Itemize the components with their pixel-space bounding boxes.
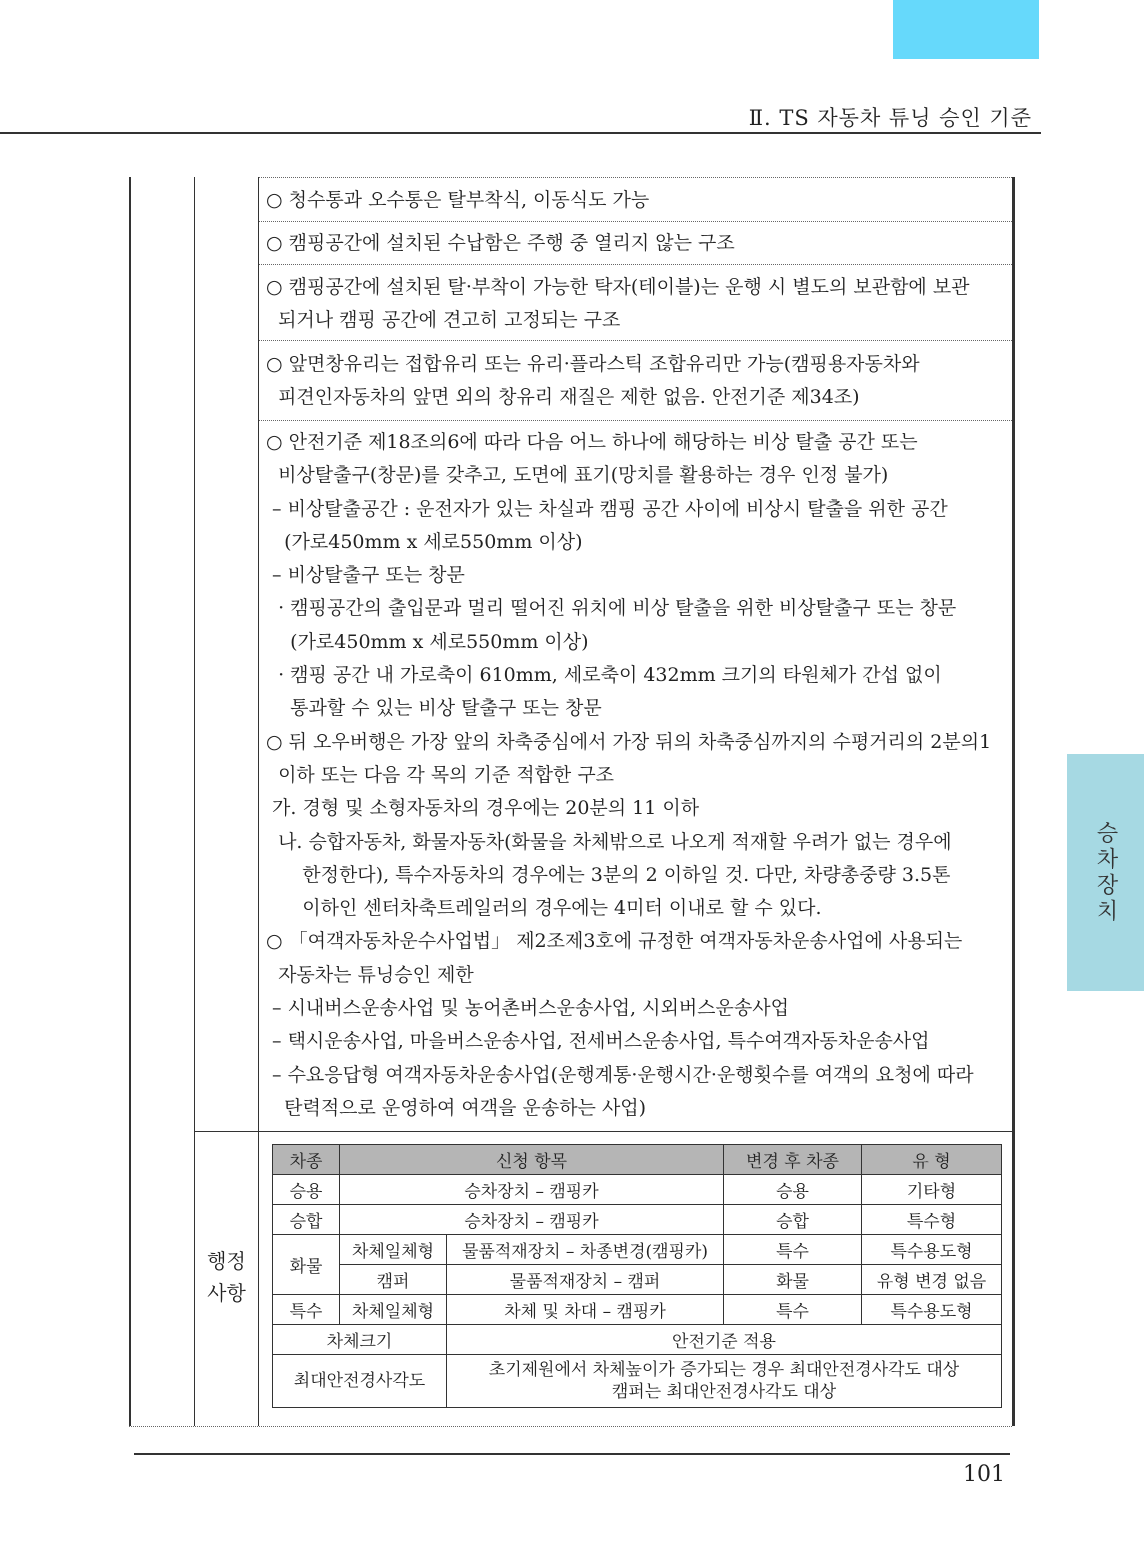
cell-vehicle-type: 승합 <box>273 1205 340 1235</box>
cell-request-item: 차체 및 차대 – 캠핑카 <box>447 1295 724 1325</box>
table-border-col3 <box>258 177 259 1426</box>
side-section-tab <box>1067 754 1144 991</box>
cell-vehicle-type: 특수 <box>273 1295 340 1325</box>
text-line: ○ 청수통과 오수통은 탈부착식, 이동식도 가능 <box>266 189 650 211</box>
header-vehicle-type: 차종 <box>273 1145 340 1175</box>
cell-kind: 유형 변경 없음 <box>862 1265 1002 1295</box>
table-bottom-border <box>129 1426 1012 1427</box>
table-border-left <box>129 177 131 1426</box>
text-line: 비상탈출구(창문)를 갖추고, 도면에 표기(망치를 활용하는 경우 인정 불가) <box>266 464 889 487</box>
text-line: · 캠핑공간의 출입문과 멀리 떨어진 위치에 비상 탈출을 위한 비상탈출구 또는 창문 <box>266 597 957 620</box>
text-line: – 시내버스운송사업 및 농어촌버스운송사업, 시외버스운송사업 <box>266 997 789 1020</box>
cell-tilt-value <box>447 1355 1002 1408</box>
text-line: 한정한다), 특수자동차의 경우에는 3분의 2 이하일 것. 다만, 차량총중량 3.5톤 <box>266 863 951 886</box>
text-line: (가로450mm x 세로550mm 이상) <box>266 630 589 653</box>
cell-after-type: 승합 <box>724 1205 862 1235</box>
cell-size-label: 차체크기 <box>273 1325 447 1355</box>
footer-rule <box>134 1453 1010 1455</box>
text-line: 이하 또는 다음 각 목의 기준 적합한 구조 <box>266 763 615 786</box>
table-row <box>273 1265 1002 1295</box>
cell-after-type: 특수 <box>724 1295 862 1325</box>
cell-tilt-label: 최대안전경사각도 <box>273 1355 447 1408</box>
text-line: ○ 「여객자동차운수사업법」 제2조제3호에 규정한 여객자동차운송사업에 사용되는 <box>266 930 963 953</box>
cell-after-type: 화물 <box>724 1265 862 1295</box>
text-line: (가로450mm x 세로550mm 이상) <box>266 530 583 553</box>
text-line: · 캠핑 공간 내 가로축이 610mm, 세로축이 432mm 크기의 타원체가 간섭 없이 <box>266 664 942 687</box>
admin-label-line: 행정 <box>207 1249 246 1273</box>
page-number: 101 <box>963 1462 1005 1487</box>
text-line: 탄력적으로 운영하여 여객을 운송하는 사업) <box>266 1096 647 1119</box>
table-header-row <box>273 1145 1002 1175</box>
text-line: ○ 안전기준 제18조의6에 따라 다음 어느 하나에 해당하는 비상 탈출 공간 또는 <box>266 431 918 453</box>
row-divider <box>259 264 1012 265</box>
admin-section-label <box>195 1245 258 1309</box>
cell-sub-type: 캠퍼 <box>340 1265 447 1295</box>
text-line: 되거나 캠핑 공간에 견고히 고정되는 구조 <box>266 309 621 332</box>
cell-kind: 특수용도형 <box>862 1235 1002 1265</box>
cell-request-item: 승차장치 – 캠핑카 <box>340 1205 724 1235</box>
text-line: ○ 앞면창유리는 접합유리 또는 유리·플라스틱 조합유리만 가능(캠핑용자동차와 <box>266 353 920 375</box>
text-line: 이하인 센터차축트레일러의 경우에는 4미터 이내로 할 수 있다. <box>266 897 822 920</box>
text-line: ○ 캠핑공간에 설치된 탈·부착이 가능한 탁자(테이블)는 운행 시 별도의 보관함에 보관 <box>266 276 970 298</box>
criteria-item-2 <box>266 222 1010 264</box>
admin-label-line: 사항 <box>207 1281 246 1305</box>
table-border-col2 <box>194 177 195 1426</box>
criteria-item-4 <box>266 348 1010 415</box>
row-divider <box>259 177 1012 178</box>
text-line: – 비상탈출구 또는 창문 <box>266 564 465 587</box>
text-line: ○ 캠핑공간에 설치된 수납함은 주행 중 열리지 않는 구조 <box>266 232 735 254</box>
header-rule <box>0 132 1041 134</box>
text-line: 통과할 수 있는 비상 탈출구 또는 창문 <box>266 697 602 720</box>
cell-kind: 특수형 <box>862 1205 1002 1235</box>
table-row <box>273 1325 1002 1355</box>
table-row <box>273 1205 1002 1235</box>
cell-vehicle-type: 승용 <box>273 1175 340 1205</box>
header-kind: 유 형 <box>862 1145 1002 1175</box>
row-divider <box>259 420 1012 421</box>
text-line: – 비상탈출공간 : 운전자가 있는 차실과 캠핑 공간 사이에 비상시 탈출을 위한 공간 <box>266 497 948 520</box>
table-row <box>273 1235 1002 1265</box>
criteria-item-3 <box>266 271 1010 338</box>
row-divider-solid <box>195 1131 1012 1132</box>
table-row <box>273 1175 1002 1205</box>
chapter-title: Ⅱ. TS 자동차 튜닝 승인 기준 <box>748 106 1032 130</box>
cell-after-type: 특수 <box>724 1235 862 1265</box>
table-border-right <box>1012 177 1015 1426</box>
row-divider <box>259 340 1012 341</box>
side-section-label: 승차장치 <box>1093 820 1118 925</box>
criteria-item-5 <box>266 426 1010 1125</box>
header-after-type: 변경 후 차종 <box>724 1145 862 1175</box>
text-line: 자동차는 튜닝승인 제한 <box>266 963 474 986</box>
header-color-tab <box>893 0 1039 59</box>
cell-request-item: 물품적재장치 – 차종변경(캠핑카) <box>447 1235 724 1265</box>
table-row <box>273 1295 1002 1325</box>
text-line: 가. 경형 및 소형자동차의 경우에는 20분의 11 이하 <box>266 797 700 820</box>
cell-kind: 기타형 <box>862 1175 1002 1205</box>
cell-kind: 특수용도형 <box>862 1295 1002 1325</box>
cell-size-value: 안전기준 적용 <box>447 1325 1002 1355</box>
header-request-item: 신청 항목 <box>340 1145 724 1175</box>
criteria-item-1 <box>266 179 1010 221</box>
cell-request-item: 승차장치 – 캠핑카 <box>340 1175 724 1205</box>
text-line: 나. 승합자동차, 화물자동차(화물을 차체밖으로 나오게 적재할 우려가 없는 경우에 <box>266 830 952 853</box>
tilt-line: 초기제원에서 차체높이가 증가되는 경우 최대안전경사각도 대상 <box>488 1360 960 1380</box>
text-line: 피견인자동차의 앞면 외의 창유리 재질은 제한 없음. 안전기준 제34조) <box>266 386 860 409</box>
text-line: ○ 뒤 오우버행은 가장 앞의 차축중심에서 가장 뒤의 차축중심까지의 수평거리의 2분의1 <box>266 730 992 753</box>
admin-table <box>272 1144 1002 1408</box>
text-line: – 택시운송사업, 마을버스운송사업, 전세버스운송사업, 특수여객자동차운송사업 <box>266 1030 930 1053</box>
table-row <box>273 1355 1002 1408</box>
cell-vehicle-type: 화물 <box>273 1235 340 1295</box>
cell-after-type: 승용 <box>724 1175 862 1205</box>
tilt-line: 캠퍼는 최대안전경사각도 대상 <box>611 1382 837 1402</box>
cell-sub-type: 차체일체형 <box>340 1235 447 1265</box>
text-line: – 수요응답형 여객자동차운송사업(운행계통·운행시간·운행횟수를 여객의 요청에 따라 <box>266 1063 974 1086</box>
cell-sub-type: 차체일체형 <box>340 1295 447 1325</box>
cell-request-item: 물품적재장치 – 캠퍼 <box>447 1265 724 1295</box>
